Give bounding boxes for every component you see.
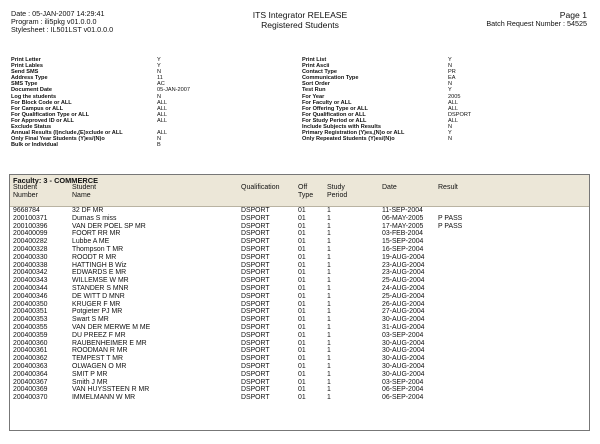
registration-date: 06-MAY-2005: [382, 214, 424, 222]
parameter-label: For Qualification Type or ALL: [11, 111, 90, 118]
student-number: 9668784: [13, 207, 40, 214]
col-header-student-number: Student Number: [13, 184, 38, 199]
qualification: DSPORT: [241, 323, 270, 331]
parameter-value: N: [157, 93, 162, 100]
registration-date: 17-MAY-2005: [382, 222, 424, 230]
parameter-row: [11, 142, 277, 148]
registration-date: 03-SEP-2004: [382, 378, 424, 386]
registration-date: 25-AUG-2004: [382, 292, 425, 300]
study-period: 1: [327, 386, 331, 394]
student-name: STANDER S MNR: [72, 284, 129, 292]
table-row: [10, 285, 589, 293]
registration-date: 11-SEP-2004: [382, 207, 423, 214]
student-name: TEMPEST T MR: [72, 355, 123, 363]
student-number: 200400364: [13, 370, 48, 378]
offering-type: 01: [298, 300, 306, 308]
registration-date: 23-AUG-2004: [382, 269, 425, 277]
parameter-label: Primary Registration (Y)es,(N)o or ALL: [302, 130, 405, 137]
study-period: 1: [327, 230, 331, 238]
student-name: 32 DF MR: [72, 207, 104, 214]
student-name: WILLEMSE W MR: [72, 277, 129, 285]
offering-type: 01: [298, 253, 306, 261]
parameter-label: Contact Type: [302, 69, 338, 76]
study-period: 1: [327, 370, 331, 378]
student-number: 200400328: [13, 245, 48, 253]
qualification: DSPORT: [241, 370, 270, 378]
student-number: 200400363: [13, 362, 48, 370]
result: P PASS: [438, 214, 463, 222]
qualification: DSPORT: [241, 362, 270, 370]
table-row: [10, 363, 589, 371]
student-number: 200400361: [13, 347, 48, 355]
offering-type: 01: [298, 214, 306, 222]
parameter-label: Document Date: [11, 87, 53, 94]
parameter-label: Annual Results (I)nclude,(E)xclude or ALL: [11, 130, 123, 137]
parameter-value: B: [157, 142, 161, 149]
offering-type: 01: [298, 386, 306, 394]
faculty-header: [10, 175, 589, 207]
report-stylesheet: Stylesheet : IL501LST v01.0.0.0: [11, 25, 114, 34]
table-row: [10, 301, 589, 309]
student-name: Swart S MR: [72, 316, 109, 324]
parameter-label: Only Final Year Students (Y)es/(N)o: [11, 136, 105, 143]
qualification: DSPORT: [241, 207, 270, 214]
offering-type: 01: [298, 370, 306, 378]
parameter-value: N: [157, 136, 162, 143]
parameter-value: ALL: [448, 99, 458, 106]
offering-type: 01: [298, 316, 306, 324]
qualification: DSPORT: [241, 269, 270, 277]
qualification: DSPORT: [241, 347, 270, 355]
parameter-label: Bulk or Individual: [11, 142, 58, 149]
study-period: 1: [327, 355, 331, 363]
faculty-title: Faculty: 3 - COMMERCE: [13, 176, 98, 185]
parameter-label: Print Ascii: [302, 63, 330, 70]
table-row: [10, 246, 589, 254]
parameter-label: For Approved ID or ALL: [11, 117, 74, 124]
study-period: 1: [327, 277, 331, 285]
parameter-value: ALL: [157, 117, 167, 124]
student-name: ROODT R MR: [72, 253, 117, 261]
qualification: DSPORT: [241, 316, 270, 324]
offering-type: 01: [298, 277, 306, 285]
offering-type: 01: [298, 207, 306, 214]
student-name: DU PREEZ F MR: [72, 331, 126, 339]
parameter-value: N: [448, 136, 453, 143]
student-number: 200400342: [13, 269, 48, 277]
study-period: 1: [327, 362, 331, 370]
student-name: HATTINGH B Wiz: [72, 261, 127, 269]
parameter-value: Y: [448, 130, 452, 137]
student-number: 200400360: [13, 339, 48, 347]
registration-date: 30-AUG-2004: [382, 355, 425, 363]
offering-type: 01: [298, 230, 306, 238]
student-number: 200400355: [13, 323, 48, 331]
student-number: 200400367: [13, 378, 48, 386]
offering-type: 01: [298, 238, 306, 246]
parameter-label: For Campus or ALL: [11, 105, 64, 112]
parameter-value: DSPORT: [448, 111, 472, 118]
qualification: DSPORT: [241, 292, 270, 300]
qualification: DSPORT: [241, 394, 270, 402]
study-period: 1: [327, 207, 331, 214]
parameter-value: ALL: [157, 99, 167, 106]
qualification: DSPORT: [241, 245, 270, 253]
report-subtitle: Registered Students: [261, 20, 339, 30]
parameter-value: Y: [157, 63, 161, 70]
student-number: 200400343: [13, 277, 48, 285]
study-period: 1: [327, 269, 331, 277]
parameter-label: SMS Type: [11, 81, 38, 88]
parameter-label: Print Lables: [11, 63, 44, 70]
parameter-value: 2005: [448, 93, 461, 100]
registration-date: 30-AUG-2004: [382, 362, 425, 370]
study-period: 1: [327, 253, 331, 261]
parameter-label: Exclude Status: [11, 124, 52, 131]
student-name: IMMELMANN W MR: [72, 394, 136, 402]
study-period: 1: [327, 378, 331, 386]
report-title: ITS Integrator RELEASE: [252, 10, 348, 20]
col-header-study-period: Study Period: [327, 184, 348, 199]
table-row: [10, 230, 589, 238]
parameter-value: N: [448, 124, 453, 131]
student-name: VAN DER MERWE M ME: [72, 323, 151, 331]
student-number: 200400346: [13, 292, 48, 300]
parameter-value: Y: [448, 57, 452, 63]
parameter-label: Print List: [302, 57, 327, 63]
col-header-off-type: Off Type: [298, 184, 314, 199]
offering-type: 01: [298, 261, 306, 269]
registration-date: 19-AUG-2004: [382, 253, 425, 261]
registration-date: 23-AUG-2004: [382, 261, 425, 269]
offering-type: 01: [298, 323, 306, 331]
student-number: 200400351: [13, 308, 48, 316]
student-number: 200100371: [13, 214, 48, 222]
offering-type: 01: [298, 362, 306, 370]
qualification: DSPORT: [241, 308, 270, 316]
qualification: DSPORT: [241, 214, 270, 222]
study-period: 1: [327, 308, 331, 316]
offering-type: 01: [298, 331, 306, 339]
parameter-value: ALL: [157, 105, 167, 112]
report-program: Program : ili5pkg v01.0.0.0: [11, 17, 97, 26]
parameter-label: Send SMS: [11, 69, 39, 76]
qualification: DSPORT: [241, 386, 270, 394]
parameter-value: N: [157, 69, 162, 76]
student-number: 200400359: [13, 331, 48, 339]
qualification: DSPORT: [241, 230, 270, 238]
offering-type: 01: [298, 292, 306, 300]
study-period: 1: [327, 222, 331, 230]
study-period: 1: [327, 261, 331, 269]
registration-date: 30-AUG-2004: [382, 339, 425, 347]
parameters-left: [11, 57, 277, 148]
table-row: [10, 386, 589, 394]
qualification: DSPORT: [241, 261, 270, 269]
table-row: [10, 371, 589, 379]
study-period: 1: [327, 316, 331, 324]
student-name: KRUGER F MR: [72, 300, 121, 308]
registration-date: 30-AUG-2004: [382, 347, 425, 355]
qualification: DSPORT: [241, 355, 270, 363]
student-name: FOORT RR MR: [72, 230, 121, 238]
table-row: [10, 316, 589, 324]
faculty-section: [9, 174, 590, 431]
parameter-label: Address Type: [11, 75, 48, 82]
study-period: 1: [327, 394, 331, 402]
parameter-label: For Faculty or ALL: [302, 99, 352, 106]
student-name: ROODMAN R MR: [72, 347, 128, 355]
table-row: [10, 215, 589, 223]
qualification: DSPORT: [241, 300, 270, 308]
qualification: DSPORT: [241, 339, 270, 347]
student-number: 200400338: [13, 261, 48, 269]
offering-type: 01: [298, 222, 306, 230]
col-header-student-name: Student Name: [72, 184, 97, 199]
student-name: Lubbe A ME: [72, 238, 110, 246]
table-row: [10, 379, 589, 387]
registration-date: 30-AUG-2004: [382, 316, 425, 324]
table-row: [10, 269, 589, 277]
offering-type: 01: [298, 355, 306, 363]
parameter-value: EA: [448, 75, 456, 82]
table-row: [10, 347, 589, 355]
parameter-value: Y: [157, 57, 161, 63]
parameter-row: [302, 136, 568, 142]
offering-type: 01: [298, 378, 306, 386]
parameter-value: Y: [448, 87, 452, 94]
study-period: 1: [327, 347, 331, 355]
student-number: 200400350: [13, 300, 48, 308]
student-number: 200400099: [13, 230, 48, 238]
registration-date: 31-AUG-2004: [382, 323, 425, 331]
student-number: 200400330: [13, 253, 48, 261]
offering-type: 01: [298, 245, 306, 253]
qualification: DSPORT: [241, 222, 270, 230]
result: P PASS: [438, 222, 463, 230]
student-number: 200100396: [13, 222, 48, 230]
table-row: [10, 355, 589, 363]
parameter-label: Only Repeated Students (Y)es/(N)o: [302, 136, 395, 143]
parameter-label: For Year: [302, 93, 325, 100]
registration-date: 15-SEP-2004: [382, 238, 424, 246]
student-name: Smith J MR: [72, 378, 108, 386]
parameter-value: AC: [157, 81, 165, 88]
student-table-body: [10, 207, 589, 402]
offering-type: 01: [298, 308, 306, 316]
registration-date: 30-AUG-2004: [382, 370, 425, 378]
parameter-label: Print Letter: [11, 57, 41, 63]
study-period: 1: [327, 292, 331, 300]
parameter-label: For Study Period or ALL: [302, 117, 367, 124]
offering-type: 01: [298, 347, 306, 355]
student-name: OLWAGEN O MR: [72, 362, 127, 370]
offering-type: 01: [298, 269, 306, 277]
report-date: Date : 05-JAN-2007 14:29:41: [11, 9, 105, 18]
study-period: 1: [327, 214, 331, 222]
registration-date: 26-AUG-2004: [382, 300, 425, 308]
parameter-value: 11: [157, 75, 163, 82]
table-row: [10, 324, 589, 332]
offering-type: 01: [298, 339, 306, 347]
registration-date: 25-AUG-2004: [382, 277, 425, 285]
registration-date: 16-SEP-2004: [382, 245, 424, 253]
student-number: 200400282: [13, 238, 48, 246]
parameter-value: ALL: [157, 111, 167, 118]
student-name: Thompson T MR: [72, 245, 124, 253]
table-row: [10, 262, 589, 270]
parameter-label: For Block Code or ALL: [11, 99, 72, 106]
table-row: [10, 277, 589, 285]
student-name: SMIT P MR: [72, 370, 108, 378]
table-row: [10, 223, 589, 231]
study-period: 1: [327, 238, 331, 246]
registration-date: 27-AUG-2004: [382, 308, 425, 316]
parameter-value: ALL: [157, 130, 167, 137]
parameter-label: For Offering Type or ALL: [302, 105, 368, 112]
study-period: 1: [327, 323, 331, 331]
batch-request-number: Batch Request Number : 54525: [486, 19, 587, 28]
study-period: 1: [327, 300, 331, 308]
registration-date: 24-AUG-2004: [382, 284, 425, 292]
parameter-value: 05-JAN-2007: [157, 87, 190, 94]
qualification: DSPORT: [241, 331, 270, 339]
parameter-label: Test Run: [302, 87, 326, 94]
table-row: [10, 207, 589, 215]
parameters-right: [302, 57, 568, 142]
parameter-label: Log the students: [11, 93, 57, 100]
study-period: 1: [327, 284, 331, 292]
parameter-value: PR: [448, 69, 456, 76]
study-period: 1: [327, 245, 331, 253]
table-row: [10, 340, 589, 348]
student-name: VAN DER POEL SP MR: [72, 222, 146, 230]
parameter-value: ALL: [448, 105, 458, 112]
student-number: 200400353: [13, 316, 48, 324]
study-period: 1: [327, 339, 331, 347]
col-header-result: Result: [438, 184, 458, 191]
student-name: Potgieter PJ MR: [72, 308, 123, 316]
registration-date: 03-SEP-2004: [382, 331, 424, 339]
student-name: RAUBENHEIMER E MR: [72, 339, 147, 347]
offering-type: 01: [298, 284, 306, 292]
registration-date: 03-FEB-2004: [382, 230, 423, 238]
registration-date: 06-SEP-2004: [382, 386, 424, 394]
table-row: [10, 293, 589, 301]
parameter-value: ALL: [448, 117, 458, 124]
student-name: VAN HUYSSTEEN R MR: [72, 386, 150, 394]
student-name: DE WITT D MNR: [72, 292, 125, 300]
table-row: [10, 308, 589, 316]
table-row: [10, 254, 589, 262]
student-number: 200400344: [13, 284, 48, 292]
col-header-qualification: Qualification: [241, 184, 280, 191]
qualification: DSPORT: [241, 284, 270, 292]
study-period: 1: [327, 331, 331, 339]
parameter-value: N: [448, 81, 453, 88]
parameter-value: N: [448, 63, 453, 70]
col-header-date: Date: [382, 184, 397, 191]
student-number: 200400370: [13, 394, 48, 402]
qualification: DSPORT: [241, 238, 270, 246]
registration-date: 06-SEP-2004: [382, 394, 424, 402]
report-paging: [486, 10, 587, 28]
student-number: 200400369: [13, 386, 48, 394]
parameter-label: Include Subjects with Results: [302, 124, 381, 131]
table-row: [10, 238, 589, 246]
qualification: DSPORT: [241, 253, 270, 261]
parameter-label: Communication Type: [302, 75, 359, 82]
page-number: Page 1: [559, 10, 587, 20]
student-number: 200400362: [13, 355, 48, 363]
qualification: DSPORT: [241, 277, 270, 285]
offering-type: 01: [298, 394, 306, 402]
qualification: DSPORT: [241, 378, 270, 386]
parameter-label: Sort Order: [302, 81, 330, 88]
parameter-label: For Qualification or ALL: [302, 111, 366, 118]
table-row: [10, 332, 589, 340]
table-row: [10, 394, 589, 402]
student-name: EDWARDS E MR: [72, 269, 127, 277]
student-name: Dumas S miss: [72, 214, 117, 222]
